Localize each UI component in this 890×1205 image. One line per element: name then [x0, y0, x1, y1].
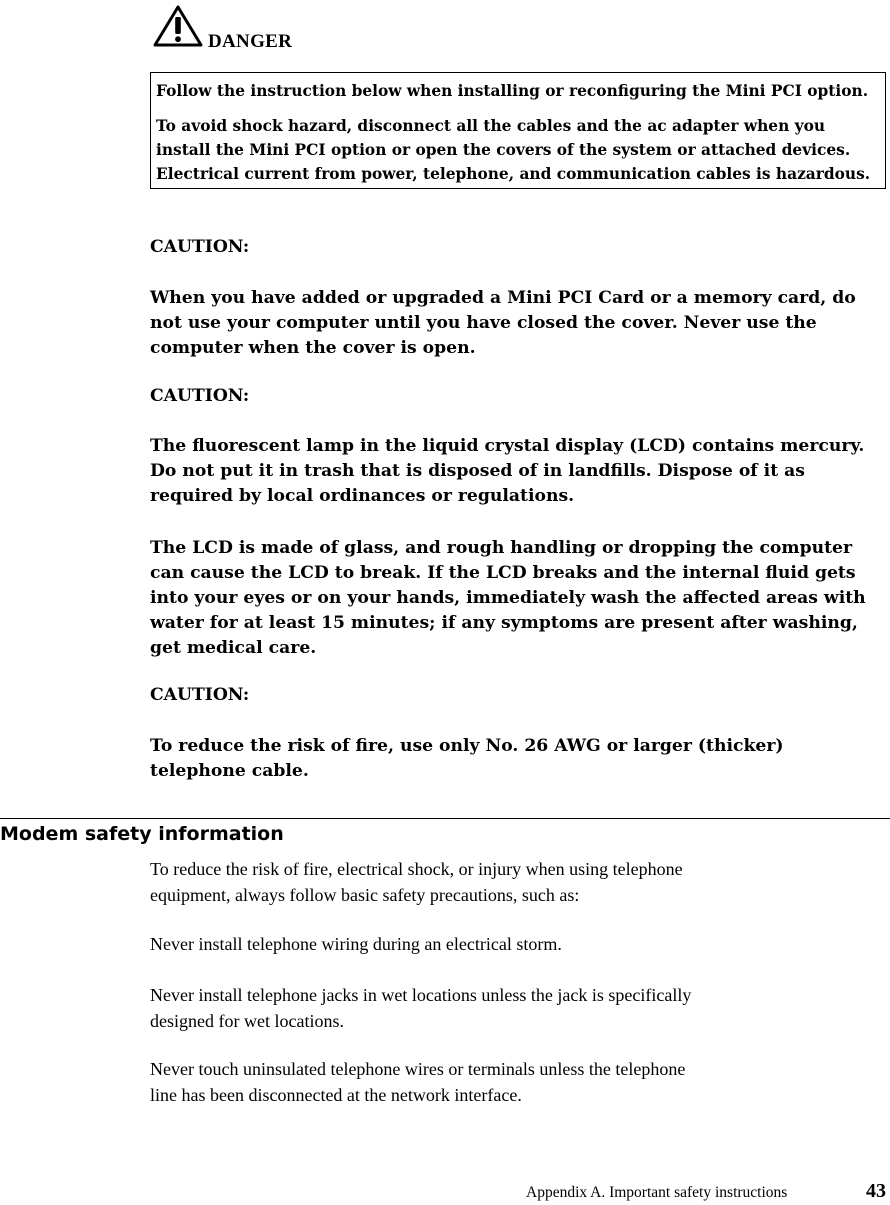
caution-text: The fluorescent lamp in the liquid crystal display (LCD) contains mercury. Do not put it in trash that is disposed of in landfills. Dispose of it as required by local ordinances or regulations. — [150, 436, 865, 506]
caution-text: The LCD is made of glass, and rough handling or dropping the computer can cause the LCD to break. If the LCD breaks and the internal fluid gets into your eyes or on your hands, immediately wash the affected areas with water for at least 15 minutes; if any symptoms are present after washing, get medical care. — [150, 538, 866, 658]
footer-running-title: Appendix A. Important safety instructions — [526, 1184, 788, 1201]
caution-heading: CAUTION: — [150, 237, 250, 257]
caution-text: When you have added or upgraded a Mini PCI Card or a memory card, do not use your computer until you have closed the cover. Never use the computer when the cover is open. — [150, 288, 856, 358]
caution-heading: CAUTION: — [150, 386, 250, 406]
modem-paragraph: To reduce the risk of fire, electrical shock, or injury when using telephone equipment, always follow basic safety precautions, such as: — [150, 859, 683, 905]
caution-heading: CAUTION: — [150, 685, 250, 705]
danger-notice-box — [150, 72, 886, 189]
modem-paragraph: Never install telephone jacks in wet locations unless the jack is specifically designed for wet locations. — [150, 985, 692, 1031]
caution-text: To reduce the risk of fire, use only No. 26 AWG or larger (thicker) telephone cable. — [150, 736, 784, 781]
modem-paragraph: Never touch uninsulated telephone wires or terminals unless the telephone line has been disconnected at the network interface. — [150, 1059, 686, 1105]
modem-paragraph: Never install telephone wiring during an electrical storm. — [150, 934, 562, 954]
danger-warning-text: To avoid shock hazard, disconnect all the cables and the ac adapter when you install the Mini PCI option or open the covers of the system or attached devices. Electrical current from power, telephone, and communication cables is hazardous. — [156, 117, 871, 183]
section-divider — [0, 818, 890, 819]
section-title: Modem safety information — [0, 823, 284, 845]
page-number: 43 — [866, 1180, 886, 1202]
danger-label: DANGER — [208, 31, 293, 52]
warning-triangle-icon — [152, 4, 204, 48]
danger-intro: Follow the instruction below when installing or reconfiguring the Mini PCI option. — [156, 82, 869, 100]
